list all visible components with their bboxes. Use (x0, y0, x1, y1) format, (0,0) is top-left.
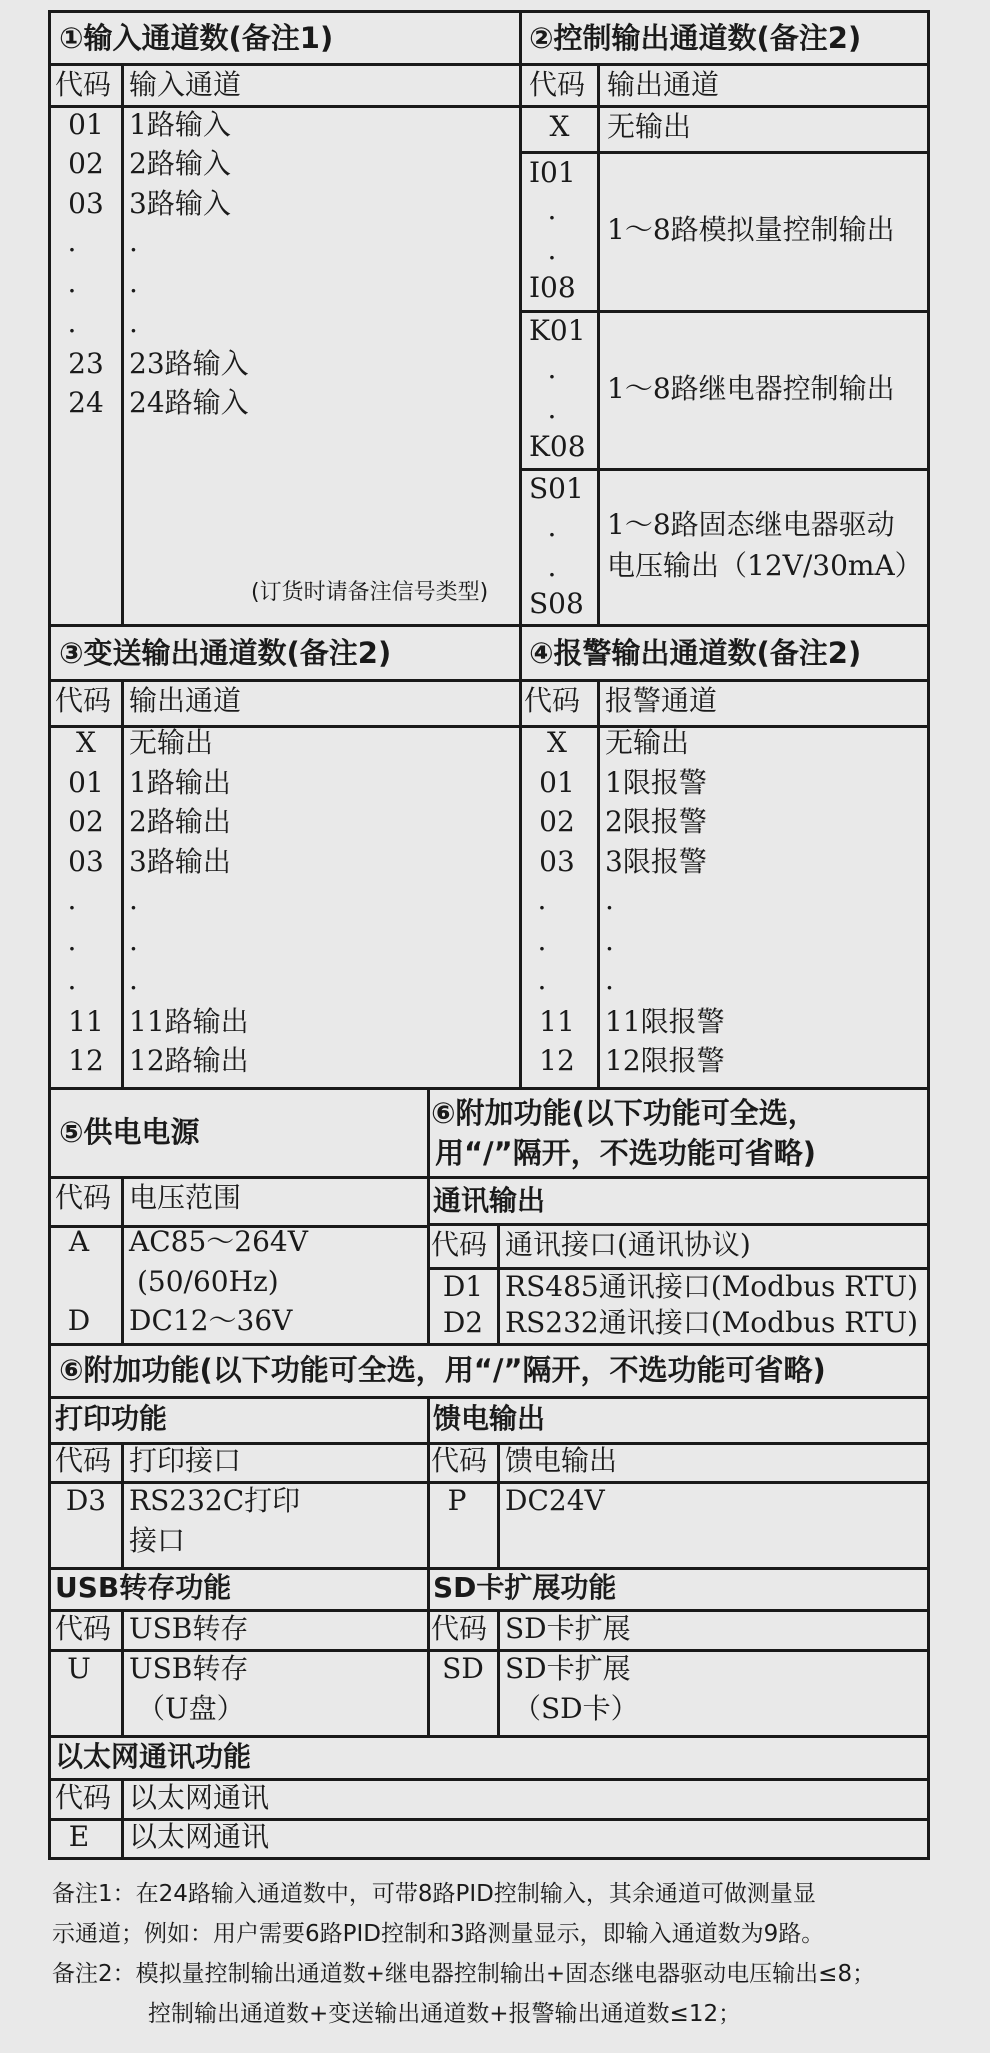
s4-code: 01 (539, 766, 575, 799)
sd-name: （SD卡） (513, 1692, 639, 1725)
s1-name: 24路输入 (129, 386, 249, 419)
s4-code: 12 (539, 1044, 575, 1077)
selection-table (48, 10, 930, 1860)
print-col-name: 打印接口 (129, 1444, 242, 1477)
s5-name-a: (50/60Hz) (137, 1265, 279, 1298)
remarks (52, 1874, 942, 2034)
print-name: RS232C打印 (129, 1484, 301, 1517)
rule (121, 1442, 124, 1567)
rule (519, 310, 927, 313)
s3-code: 03 (68, 845, 104, 878)
s2-g1-code: I01 (529, 156, 576, 189)
s2-g1-code: . (547, 233, 557, 266)
s2-g1-code: . (547, 193, 557, 226)
s5-name-d: DC12～36V (129, 1304, 293, 1337)
remark-line: 示通道；例如：用户需要6路PID控制和3路测量显示，即输入通道数为9路。 (52, 1921, 825, 1947)
s2-g2-name: 1～8路继电器控制输出 (607, 372, 895, 405)
s1-name: 3路输入 (129, 187, 231, 220)
section-4-title: ④报警输出通道数(备注2) (529, 636, 862, 670)
s4-code: 11 (539, 1005, 575, 1038)
rule (519, 151, 927, 154)
comm-name: RS485通讯接口(Modbus RTU) (505, 1270, 919, 1303)
remark-line: 备注2：模拟量控制输出通道数+继电器控制输出+固态继电器驱动电压输出≤8； (52, 1961, 876, 1987)
s2-g3-code: S01 (529, 472, 584, 505)
s3-code: . (67, 924, 77, 957)
s2-g3-code: S08 (529, 587, 584, 620)
s5-code-a: A (68, 1225, 90, 1258)
s5-col-code: 代码 (55, 1181, 112, 1214)
s3-name: . (129, 963, 138, 996)
sd-col-code: 代码 (431, 1612, 488, 1645)
comm-subheading: 通讯输出 (433, 1184, 546, 1217)
rule (51, 1735, 927, 1738)
rule (519, 468, 927, 471)
usb-code: U (67, 1652, 91, 1685)
rule (497, 1609, 500, 1735)
comm-code: D1 (442, 1270, 484, 1303)
s3-col-code: 代码 (55, 684, 112, 717)
s2-g1-name: 1～8路模拟量控制输出 (607, 213, 895, 246)
section-2-title: ②控制输出通道数(备注2) (529, 21, 862, 55)
eth-col-code: 代码 (55, 1781, 112, 1814)
s3-name: 2路输出 (129, 805, 231, 838)
rule (597, 679, 600, 1087)
rule (427, 1087, 430, 1343)
section-3-title: ③变送输出通道数(备注2) (59, 636, 392, 670)
s1-code: 23 (68, 347, 104, 380)
s1-code: 03 (68, 187, 104, 220)
s2-g2-code: K01 (529, 314, 586, 347)
s4-code: . (537, 883, 547, 916)
s2-code-x: X (549, 110, 570, 143)
section-6-title: 用“/”隔开，不选功能可省略) (435, 1136, 816, 1170)
s2-g2-code: . (547, 392, 557, 425)
s3-code: 11 (68, 1005, 104, 1038)
s3-code: . (67, 883, 77, 916)
section-5-title: ⑤供电电源 (59, 1115, 200, 1149)
s4-name: . (605, 883, 614, 916)
s4-name: . (605, 963, 614, 996)
s1-name: 2路输入 (129, 147, 231, 180)
usb-col-code: 代码 (55, 1612, 112, 1645)
feed-subheading: 馈电输出 (433, 1402, 546, 1435)
s4-code: . (537, 963, 547, 996)
sd-code: SD (442, 1652, 484, 1685)
sd-subheading: SD卡扩展功能 (433, 1571, 617, 1604)
s1-name: 1路输入 (129, 108, 231, 141)
rule (427, 1223, 927, 1226)
rule (597, 63, 600, 624)
s4-name: 11限报警 (605, 1005, 725, 1038)
rule (121, 1609, 124, 1735)
s4-code: 03 (539, 845, 575, 878)
s3-code: X (76, 726, 96, 759)
s1-code: 02 (68, 147, 104, 180)
s2-g2-code: K08 (529, 430, 586, 463)
s1-code: . (67, 225, 77, 258)
s4-name: 1限报警 (605, 766, 707, 799)
eth-name: 以太网通讯 (129, 1820, 270, 1853)
s1-name: . (129, 266, 138, 299)
s1-code: 24 (68, 386, 104, 419)
s1-name: . (129, 225, 138, 258)
rule (497, 1223, 500, 1343)
section-1-title: ①输入通道数(备注1) (59, 21, 334, 55)
usb-subheading: USB转存功能 (55, 1571, 232, 1604)
rule (51, 1396, 927, 1399)
s4-code: . (537, 924, 547, 957)
s4-name: 12限报警 (605, 1044, 725, 1077)
s3-name: 1路输出 (129, 766, 231, 799)
s3-code: 01 (68, 766, 104, 799)
rule (121, 679, 124, 1087)
s3-name: . (129, 924, 138, 957)
s4-name: 3限报警 (605, 845, 707, 878)
s1-name: . (129, 306, 138, 339)
s1-code: . (67, 266, 77, 299)
rule (121, 63, 124, 624)
s4-col-code: 代码 (524, 684, 581, 717)
comm-col-name: 通讯接口(通讯协议) (505, 1228, 751, 1261)
usb-name: USB转存 (129, 1652, 249, 1685)
rule (51, 63, 927, 66)
s5-name-a: AC85～264V (129, 1225, 308, 1258)
eth-col-name: 以太网通讯 (129, 1781, 270, 1814)
s3-code: . (67, 963, 77, 996)
comm-col-code: 代码 (431, 1228, 488, 1261)
print-code: D3 (65, 1484, 107, 1517)
s3-name: 3路输出 (129, 845, 231, 878)
s4-name: . (605, 924, 614, 957)
s3-name: 无输出 (129, 726, 214, 759)
print-name: 接口 (129, 1524, 186, 1557)
section-6-title: ⑥附加功能(以下功能可全选， (431, 1096, 817, 1130)
s4-code: 02 (539, 805, 575, 838)
s3-name: 11路输出 (129, 1005, 249, 1038)
s1-code: . (67, 306, 77, 339)
s2-col-code: 代码 (529, 68, 586, 101)
feed-col-name: 馈电输出 (505, 1444, 618, 1477)
eth-subheading: 以太网通讯功能 (55, 1740, 252, 1773)
print-col-code: 代码 (55, 1444, 112, 1477)
section-6b-title: ⑥附加功能(以下功能可全选，用“/”隔开，不选功能可省略) (59, 1353, 826, 1387)
comm-code: D2 (442, 1306, 484, 1339)
s4-col-name: 报警通道 (605, 684, 718, 717)
s4-name: 2限报警 (605, 805, 707, 838)
s2-g2-code: . (547, 352, 557, 385)
s3-code: 12 (68, 1044, 104, 1077)
s5-code-d: D (67, 1304, 91, 1337)
s2-g3-code: . (547, 510, 557, 543)
s2-name-x: 无输出 (607, 110, 692, 143)
s1-col-name: 输入通道 (129, 68, 242, 101)
s2-g1-code: I08 (529, 271, 576, 304)
rule (51, 1176, 927, 1179)
feed-col-code: 代码 (431, 1444, 488, 1477)
s5-col-name: 电压范围 (129, 1181, 242, 1214)
s4-code: X (547, 726, 567, 759)
rule (121, 1778, 124, 1857)
print-subheading: 打印功能 (55, 1402, 168, 1435)
rule (51, 679, 927, 682)
rule (51, 1087, 927, 1090)
sd-col-name: SD卡扩展 (505, 1612, 631, 1645)
rule (51, 624, 927, 627)
s1-name: 23路输入 (129, 347, 249, 380)
s3-name: . (129, 883, 138, 916)
s3-col-name: 输出通道 (129, 684, 242, 717)
s2-g3-code: . (547, 550, 557, 583)
s3-code: 02 (68, 805, 104, 838)
remark-line: 备注1：在24路输入通道数中，可带8路PID控制输入，其余通道可做测量显 (52, 1881, 816, 1907)
rule (121, 1176, 124, 1343)
s2-g3-name: 电压输出（12V/30mA） (607, 549, 923, 582)
s2-g3-name: 1～8路固态继电器驱动 (607, 508, 895, 541)
rule (497, 1442, 500, 1567)
sd-name: SD卡扩展 (505, 1652, 631, 1685)
rule (51, 1343, 927, 1346)
s4-name: 无输出 (605, 726, 690, 759)
usb-col-name: USB转存 (129, 1612, 249, 1645)
feed-code: P (447, 1484, 467, 1517)
usb-name: （U盘） (137, 1692, 245, 1725)
s3-name: 12路输出 (129, 1044, 249, 1077)
eth-code: E (68, 1820, 90, 1853)
s1-footnote: (订货时请备注信号类型) (251, 580, 489, 605)
s1-col-code: 代码 (55, 68, 112, 101)
remark-line: 控制输出通道数+变送输出通道数+报警输出通道数≤12； (148, 2001, 742, 2027)
s2-col-name: 输出通道 (607, 68, 720, 101)
comm-name: RS232通讯接口(Modbus RTU) (505, 1306, 919, 1339)
feed-name: DC24V (505, 1484, 605, 1517)
s1-code: 01 (68, 108, 104, 141)
